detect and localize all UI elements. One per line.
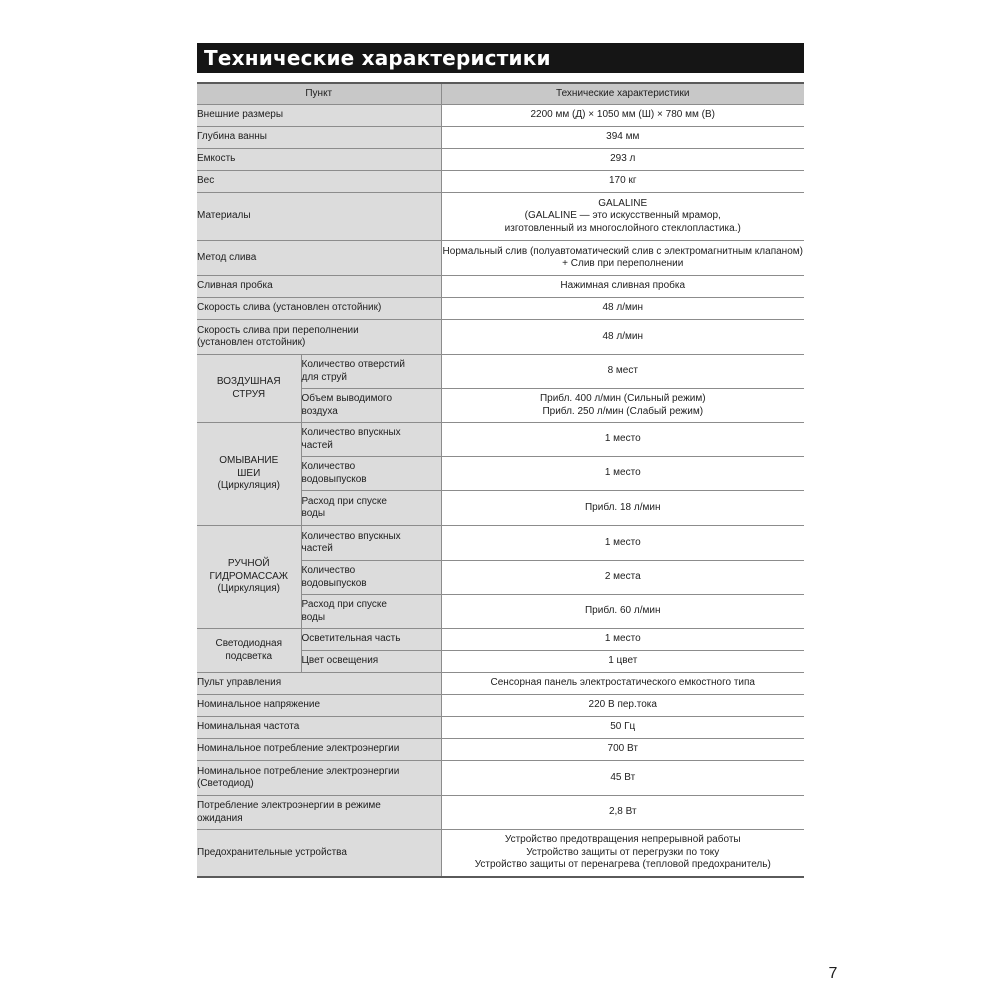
table-row bbox=[197, 717, 804, 739]
row-label: Сливная пробка bbox=[197, 276, 441, 298]
row-label: Номинальное потребление электроэнергии (Светодиод) bbox=[197, 761, 441, 796]
row-label: Скорость слива (установлен отстойник) bbox=[197, 298, 441, 320]
row-value: Нажимная сливная пробка bbox=[441, 276, 804, 298]
table-row bbox=[197, 629, 804, 651]
sub-label: Количество впускных частей bbox=[301, 423, 441, 457]
sub-label: Объем выводимого воздуха bbox=[301, 389, 441, 423]
table-row bbox=[197, 796, 804, 830]
row-label: Номинальное потребление электроэнергии bbox=[197, 739, 441, 761]
row-label: Потребление электроэнергии в режиме ожидания bbox=[197, 796, 441, 830]
row-label: Скорость слива при переполнении (установлен отстойник) bbox=[197, 320, 441, 355]
row-label: Внешние размеры bbox=[197, 105, 441, 127]
row-label: Предохранительные устройства bbox=[197, 830, 441, 877]
row-value: Устройство предотвращения непрерывной работы Устройство защиты от перегрузки по току Устройство защиты от перенагрева (тепловой предохранитель) bbox=[441, 830, 804, 877]
row-value: 394 мм bbox=[441, 127, 804, 149]
page-number: 7 bbox=[828, 965, 838, 982]
table-row bbox=[197, 105, 804, 127]
sub-label: Осветительная часть bbox=[301, 629, 441, 651]
table-row bbox=[197, 241, 804, 276]
sub-label: Количество отверстий для струй bbox=[301, 355, 441, 389]
row-value: 220 В пер.тока bbox=[441, 695, 804, 717]
row-value: 1 цвет bbox=[441, 651, 804, 673]
header-item: Пункт bbox=[197, 83, 441, 105]
sub-label: Цвет освещения bbox=[301, 651, 441, 673]
table-row bbox=[197, 127, 804, 149]
sub-label: Количество впускных частей bbox=[301, 526, 441, 561]
table-row bbox=[197, 673, 804, 695]
row-label: Номинальное напряжение bbox=[197, 695, 441, 717]
row-value: 48 л/мин bbox=[441, 298, 804, 320]
row-value: 2200 мм (Д) × 1050 мм (Ш) × 780 мм (В) bbox=[441, 105, 804, 127]
row-label: Пульт управления bbox=[197, 673, 441, 695]
row-label: Номинальная частота bbox=[197, 717, 441, 739]
table-row bbox=[197, 171, 804, 193]
table-row bbox=[197, 355, 804, 389]
table-row bbox=[197, 526, 804, 561]
row-label: Материалы bbox=[197, 193, 441, 241]
table-row bbox=[197, 830, 804, 877]
row-value: 45 Вт bbox=[441, 761, 804, 796]
row-label: Метод слива bbox=[197, 241, 441, 276]
specifications-table bbox=[197, 82, 804, 878]
row-label: Глубина ванны bbox=[197, 127, 441, 149]
row-value: 1 место bbox=[441, 423, 804, 457]
row-value: 2 места bbox=[441, 561, 804, 595]
row-value: 2,8 Вт bbox=[441, 796, 804, 830]
table-row bbox=[197, 193, 804, 241]
row-value: 1 место bbox=[441, 526, 804, 561]
row-value: 170 кг bbox=[441, 171, 804, 193]
sub-label: Количество водовыпусков bbox=[301, 561, 441, 595]
table-row bbox=[197, 298, 804, 320]
row-value: Нормальный слив (полуавтоматический слив с электромагнитным клапаном) + Слив при переполнении bbox=[441, 241, 804, 276]
row-label: Вес bbox=[197, 171, 441, 193]
row-value: GALALINE (GALALINE — это искусственный мрамор, изготовленный из многослойного стеклопластика.) bbox=[441, 193, 804, 241]
table-row bbox=[197, 149, 804, 171]
table-row bbox=[197, 320, 804, 355]
table-row bbox=[197, 695, 804, 717]
sub-label: Количество водовыпусков bbox=[301, 457, 441, 491]
row-label: Емкость bbox=[197, 149, 441, 171]
row-value: 48 л/мин bbox=[441, 320, 804, 355]
table-header-row bbox=[197, 83, 804, 105]
row-value: 293 л bbox=[441, 149, 804, 171]
row-value: 50 Гц bbox=[441, 717, 804, 739]
row-value: Сенсорная панель электростатического емкостного типа bbox=[441, 673, 804, 695]
sub-label: Расход при спуске воды bbox=[301, 595, 441, 629]
row-value: Прибл. 18 л/мин bbox=[441, 491, 804, 526]
row-value: 8 мест bbox=[441, 355, 804, 389]
table-row bbox=[197, 761, 804, 796]
row-value: Прибл. 60 л/мин bbox=[441, 595, 804, 629]
row-value: 1 место bbox=[441, 457, 804, 491]
row-value: Прибл. 400 л/мин (Сильный режим) Прибл. 250 л/мин (Слабый режим) bbox=[441, 389, 804, 423]
row-value: 700 Вт bbox=[441, 739, 804, 761]
table-row bbox=[197, 423, 804, 457]
group-label-hand-hydromassage: РУЧНОЙ ГИДРОМАССАЖ (Циркуляция) bbox=[197, 526, 301, 629]
sub-label: Расход при спуске воды bbox=[301, 491, 441, 526]
table-row bbox=[197, 276, 804, 298]
row-value: 1 место bbox=[441, 629, 804, 651]
header-spec: Технические характеристики bbox=[441, 83, 804, 105]
table-row bbox=[197, 739, 804, 761]
group-label-air-jet: ВОЗДУШНАЯ СТРУЯ bbox=[197, 355, 301, 423]
group-label-led-lighting: Светодиодная подсветка bbox=[197, 629, 301, 673]
section-title: Технические характеристики bbox=[197, 43, 804, 73]
group-label-neck-wash: ОМЫВАНИЕ ШЕИ (Циркуляция) bbox=[197, 423, 301, 526]
